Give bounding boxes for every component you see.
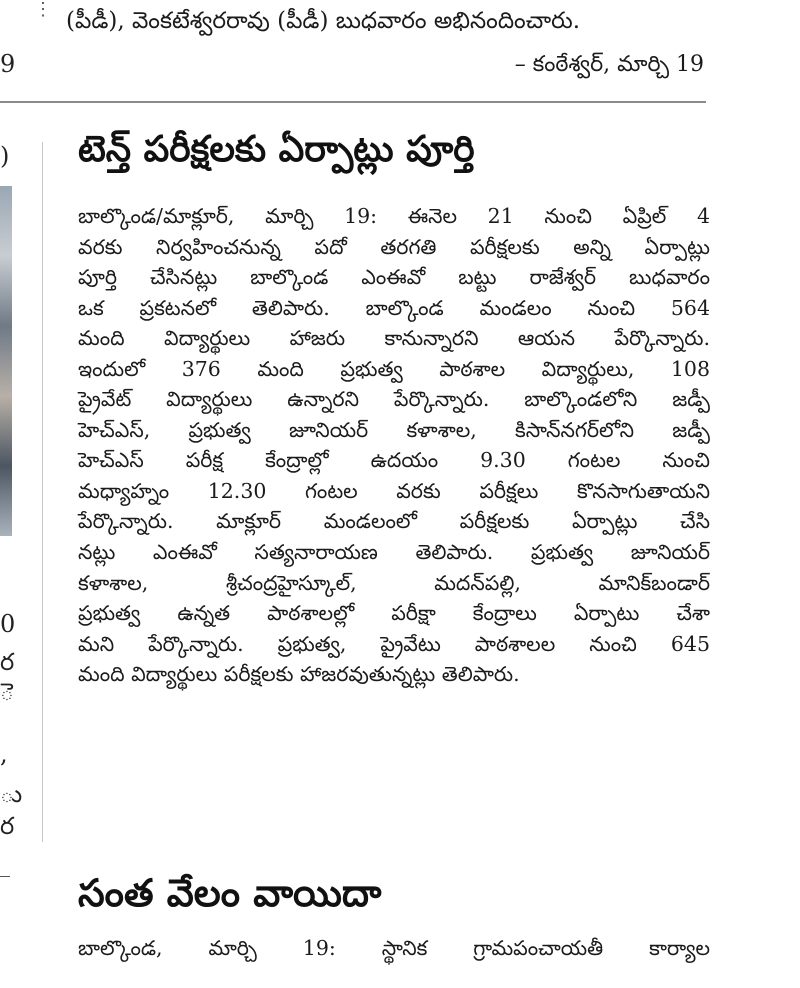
left-column-fragment: ు: [0, 780, 23, 808]
body-line: మంది విద్యార్థులు హాజరు కానున్నారని ఆయన పేర్కొన్నారు.: [78, 326, 710, 351]
column-divider: [42, 142, 43, 842]
article-headline: సంత వేలం వాయిదా: [78, 871, 382, 915]
body-line: ఒక ప్రకటనలో తెలిపారు. బాల్కొండ మండలం నుంచి 564: [78, 295, 710, 320]
left-column-divider: [0, 876, 10, 877]
left-column-fragment: ర: [0, 648, 15, 676]
body-line: ప్రైవేట్ విద్యార్థులు ఉన్నారని పేర్కొన్నారు. బాల్కొండలోని జడ్పీ: [78, 387, 710, 412]
left-column-fragment: ె: [0, 678, 14, 706]
body-line: మంది విద్యార్థులు పరీక్షలకు హాజరవుతున్నట్లు తెలిపారు.: [78, 662, 520, 687]
body-line: మని పేర్కొన్నారు. ప్రభుత్వ, ప్రైవేటు పాఠశాలల నుంచి 645: [78, 631, 710, 656]
previous-article-last-line: (పీడీ), వెంకటేశ్వరరావు (పీడీ) బుధవారం అభినందించారు.: [66, 8, 580, 34]
body-line: పేర్కొన్నారు. మాక్లూర్ మండలంలో పరీక్షలకు ఏర్పాట్లు చేసి: [78, 509, 710, 534]
body-line: హెచ్ఎస్, ప్రభుత్వ జూనియర్ కళాశాల, కిసాన్‌నగర్‌లోని జడ్పీ: [78, 417, 710, 442]
continuation-dots: ⋮: [34, 0, 52, 20]
body-line: ప్రభుత్వ ఉన్నత పాఠశాలల్లో పరీక్షా కేంద్రాలు ఏర్పాటు చేశా: [78, 601, 710, 626]
left-column-fragment: ): [0, 142, 10, 170]
body-line: నట్లు ఎంఈవో సత్యనారాయణ తెలిపారు. ప్రభుత్వ జూనియర్: [78, 540, 710, 565]
body-line: కళాశాల, శ్రీచంద్రహైస్కూల్, మదన్‌పల్లి, మానిక్‌బండార్: [78, 570, 710, 595]
left-column-fragment: ర: [0, 812, 15, 840]
body-line: బాల్కొండ/మాక్లూర్, మార్చి 19: ఈనెల 21 నుంచి ఏప్రిల్ 4: [78, 204, 710, 228]
body-line: పూర్తి చేసినట్లు బాల్కొండ ఎంఈవో బట్టు రాజేశ్వర్ బుధవారం: [78, 265, 710, 290]
previous-article-dateline: – కంఠేశ్వర్, మార్చి 19: [514, 52, 704, 77]
body-line: బాల్కొండ, మార్చి 19: స్థానిక గ్రామపంచాయతీ కార్యాల: [78, 936, 710, 960]
body-line: మధ్యాహ్నం 12.30 గంటల వరకు పరీక్షలు కొనసాగుతాయని: [78, 478, 710, 503]
left-column-fragment: 9: [0, 50, 16, 78]
left-column-fragment: 0: [0, 610, 16, 638]
body-line: ఇందులో 376 మంది ప్రభుత్వ పాఠశాల విద్యార్థులు, 108: [78, 356, 710, 381]
body-line: వరకు నిర్వహించనున్న పదో తరగతి పరీక్షలకు అన్ని ఏర్పాట్లు: [78, 234, 710, 259]
left-column-photo: [0, 186, 12, 536]
article-separator: [0, 101, 706, 103]
article-headline: టెన్త్ పరీక్షలకు ఏర్పాట్లు పూర్తి: [78, 129, 475, 170]
left-column-fragment: ,: [0, 740, 8, 768]
body-line: హెచ్ఎస్ పరీక్ష కేంద్రాల్లో ఉదయం 9.30 గంటల నుంచి: [78, 448, 710, 473]
article-body: [78, 201, 710, 690]
article-body: [78, 933, 710, 964]
